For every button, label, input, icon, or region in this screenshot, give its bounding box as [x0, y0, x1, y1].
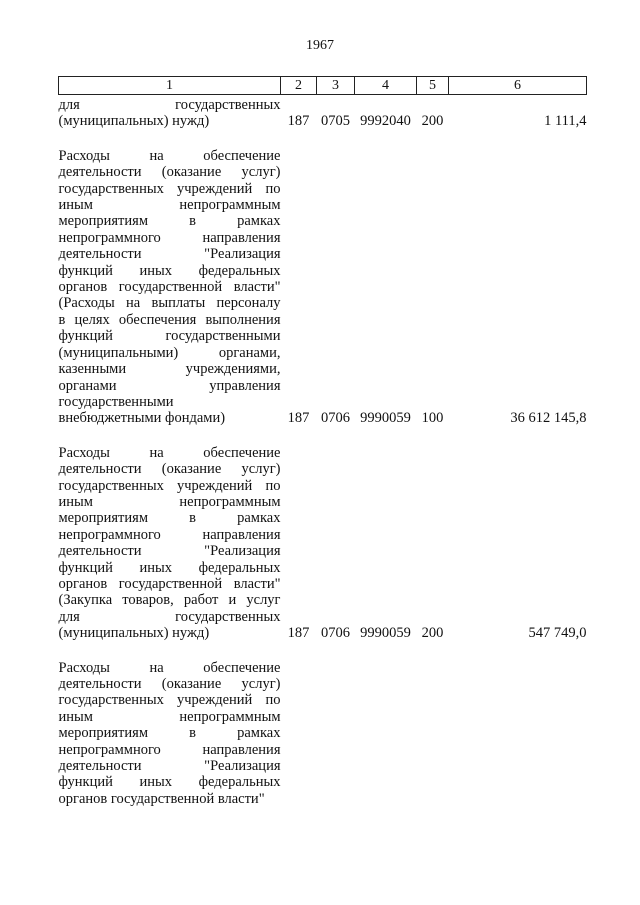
description-line: Расходы на обеспечение — [58, 659, 281, 676]
row-expense-type: 200 — [421, 625, 444, 642]
description-line: непрограммного направления — [58, 741, 281, 758]
description-line: государственных учреждений по — [58, 477, 281, 494]
description-line: в целях обеспечения выполнения — [58, 311, 281, 328]
row-amount: 547 749,0 — [528, 625, 587, 642]
row-section-code: 0706 — [321, 410, 350, 427]
description-line: органов государственной власти" — [58, 279, 281, 296]
row-description — [59, 642, 281, 808]
description-line: органами управления — [58, 377, 281, 394]
row-amount: 36 612 145,8 — [510, 410, 587, 427]
budget-table — [58, 76, 587, 807]
description-line: для государственных — [58, 608, 281, 625]
row-expense-type: 100 — [421, 410, 444, 427]
table-row — [59, 130, 587, 427]
row-ministry-code: 187 — [287, 410, 310, 427]
description-line: непрограммного направления — [58, 229, 281, 246]
description-line: непрограммного направления — [58, 526, 281, 543]
page-number: 1967 — [306, 38, 334, 53]
description-line: (муниципальных) нужд) — [58, 625, 210, 642]
description-line: внебюджетными фондами) — [58, 410, 226, 427]
description-line: иным непрограммным — [58, 197, 281, 214]
description-line: функций иных федеральных — [58, 559, 281, 576]
row-amount — [449, 642, 587, 808]
description-line: деятельности "Реализация — [58, 758, 281, 775]
description-line: деятельности "Реализация — [58, 246, 281, 263]
header-col-5: 5 — [417, 77, 449, 95]
description-line: деятельности (оказание услуг) — [58, 164, 281, 181]
description-line: функций государственными — [58, 328, 281, 345]
description-line: мероприятиям в рамках — [58, 213, 281, 230]
row-description — [59, 130, 281, 427]
row-description — [59, 427, 281, 642]
description-line: (муниципальными) органами, — [58, 344, 281, 361]
table-header-row — [59, 77, 587, 95]
description-line: (Расходы на выплаты персоналу — [58, 295, 281, 312]
table-row — [59, 427, 587, 642]
row-expense-type: 200 — [421, 113, 444, 130]
description-line: для государственных — [58, 97, 281, 113]
description-line: (муниципальных) нужд) — [58, 113, 210, 130]
row-target-article: 9992040 — [360, 113, 411, 130]
description-line: функций иных федеральных — [58, 774, 281, 791]
description-line: мероприятиям в рамках — [58, 725, 281, 742]
header-col-1: 1 — [59, 77, 281, 95]
header-col-3: 3 — [317, 77, 355, 95]
row-target-article: 9990059 — [360, 625, 411, 642]
header-col-6: 6 — [449, 77, 587, 95]
description-line: деятельности "Реализация — [58, 543, 281, 560]
row-expense-type — [417, 642, 449, 808]
description-line: казенными учреждениями, — [58, 361, 281, 378]
table-row — [59, 95, 587, 130]
description-line: органов государственной власти" — [58, 575, 281, 592]
row-amount: 1 111,4 — [544, 113, 587, 130]
description-line: государственных учреждений по — [58, 180, 281, 197]
description-line: мероприятиям в рамках — [58, 510, 281, 527]
row-target-article: 9990059 — [360, 410, 411, 427]
row-section-code — [317, 642, 355, 808]
description-line: деятельности (оказание услуг) — [58, 676, 281, 692]
row-description — [59, 95, 281, 130]
description-line: иным непрограммным — [58, 493, 281, 510]
description-line: государственных учреждений по — [58, 692, 281, 709]
description-line: функций иных федеральных — [58, 262, 281, 279]
description-line: государственными — [58, 393, 174, 410]
table-body — [59, 95, 587, 808]
row-section-code: 0706 — [321, 625, 350, 642]
header-col-2: 2 — [281, 77, 317, 95]
row-section-code: 0705 — [321, 113, 350, 130]
description-line: Расходы на обеспечение — [58, 147, 281, 164]
description-line: (Закупка товаров, работ и услуг — [58, 592, 281, 609]
table-row — [59, 642, 587, 808]
header-col-4: 4 — [355, 77, 417, 95]
row-ministry-code: 187 — [287, 625, 310, 642]
row-ministry-code: 187 — [287, 113, 310, 130]
row-target-article — [355, 642, 417, 808]
description-line: органов государственной власти" — [58, 790, 265, 807]
description-line: Расходы на обеспечение — [58, 444, 281, 461]
row-ministry-code — [281, 642, 317, 808]
description-line: иным непрограммным — [58, 708, 281, 725]
description-line: деятельности (оказание услуг) — [58, 461, 281, 478]
